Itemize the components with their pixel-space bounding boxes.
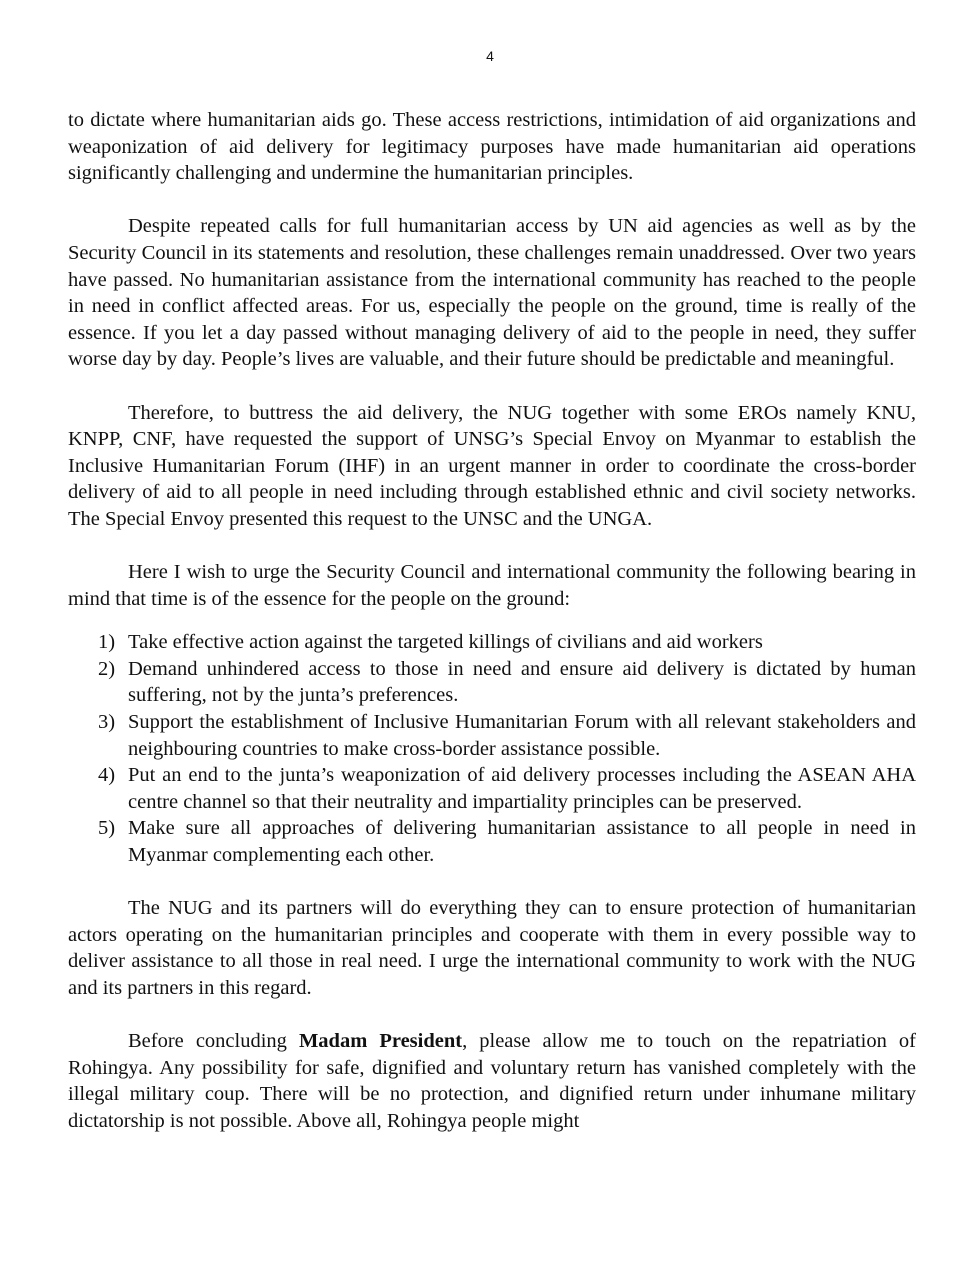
list-item-number: 1): [98, 631, 116, 654]
rohingya-intro-text: Before concluding: [128, 1030, 299, 1053]
list-item-number: 3): [98, 711, 116, 734]
list-item: [68, 656, 916, 709]
paragraph-urge-council: Here I wish to urge the Security Council and international community the following bearing in mind that time is of the essence for the people on the ground:: [68, 561, 916, 610]
list-item-number: 2): [98, 657, 116, 680]
paragraph-repeated-calls: Despite repeated calls for full humanitarian access by UN aid agencies as well as by the Security Council in its statements and resolution, these challenges remain unaddressed. Over two years have passed. No humanitarian assistance from the international community has reached to the people in need in conflict affected areas. For us, especially the people on the ground, time is really of the essence. If you let a day passed without managing delivery of aid to the people in need, they suffer worse day by day. People’s lives are valuable, and their future should be predictable and meaningful.: [68, 215, 916, 371]
list-item-text: Support the establishment of Inclusive Humanitarian Forum with all relevant stakeholders and neighbouring countries to make cross-border assistance possible.: [128, 711, 916, 760]
list-item: [68, 629, 916, 656]
recommendations-list: [68, 629, 916, 868]
list-item-text: Put an end to the junta’s weaponization of aid delivery processes including the ASEAN AHA centre channel so that their neutrality and impartiality principles can be preserved.: [128, 764, 916, 813]
madam-president-bold: Madam President: [298, 1030, 463, 1053]
list-item-number: 4): [98, 764, 116, 787]
list-item: [68, 815, 916, 868]
list-item-text: Demand unhindered access to those in need and ensure aid delivery is dictated by human suffering, not by the junta’s preferences.: [128, 657, 916, 707]
paragraph-access-restrictions: to dictate where humanitarian aids go. These access restrictions, intimidation of aid organizations and weaponization of aid delivery for legitimacy purposes have made humanitarian aid operations significantly challenging and undermine the humanitarian principles.: [68, 109, 916, 185]
list-item-text: Make sure all approaches of delivering humanitarian assistance to all people in need in Myanmar complementing each other.: [128, 817, 916, 867]
paragraph-nug-partners: The NUG and its partners will do everything they can to ensure protection of humanitarian actors operating on the humanitarian principles and cooperate with them in every possible way to deliver assistance to all those in real need. I urge the international community to work with the NUG and its partners in this regard.: [68, 897, 916, 999]
list-item: [68, 762, 916, 815]
document-body: [68, 107, 916, 1135]
rohingya-rest-text: , please allow me to touch on the repatriation of Rohingya. Any possibility for safe, dignified and voluntary return has vanished completely with the illegal military coup. There will be no protection, and dignified return under inhumane military dictatorship is not possible. Above all, Rohingya people might: [68, 1030, 916, 1132]
list-item-number: 5): [98, 817, 116, 840]
page-number: 4: [486, 48, 494, 64]
paragraph-ihf-request: Therefore, to buttress the aid delivery, the NUG together with some EROs namely KNU, KNPP, CNF, have requested the support of UNSG’s Special Envoy on Myanmar to establish the Inclusive Humanitarian Forum (IHF) in an urgent manner in order to coordinate the cross-border delivery of aid to all people in need including through established ethnic and civil society networks. The Special Envoy presented this request to the UNSC and the UNGA.: [68, 401, 916, 530]
list-item-text: Take effective action against the targeted killings of civilians and aid workers: [128, 631, 763, 654]
paragraph-rohingya: [68, 1028, 916, 1134]
list-item: [68, 709, 916, 762]
